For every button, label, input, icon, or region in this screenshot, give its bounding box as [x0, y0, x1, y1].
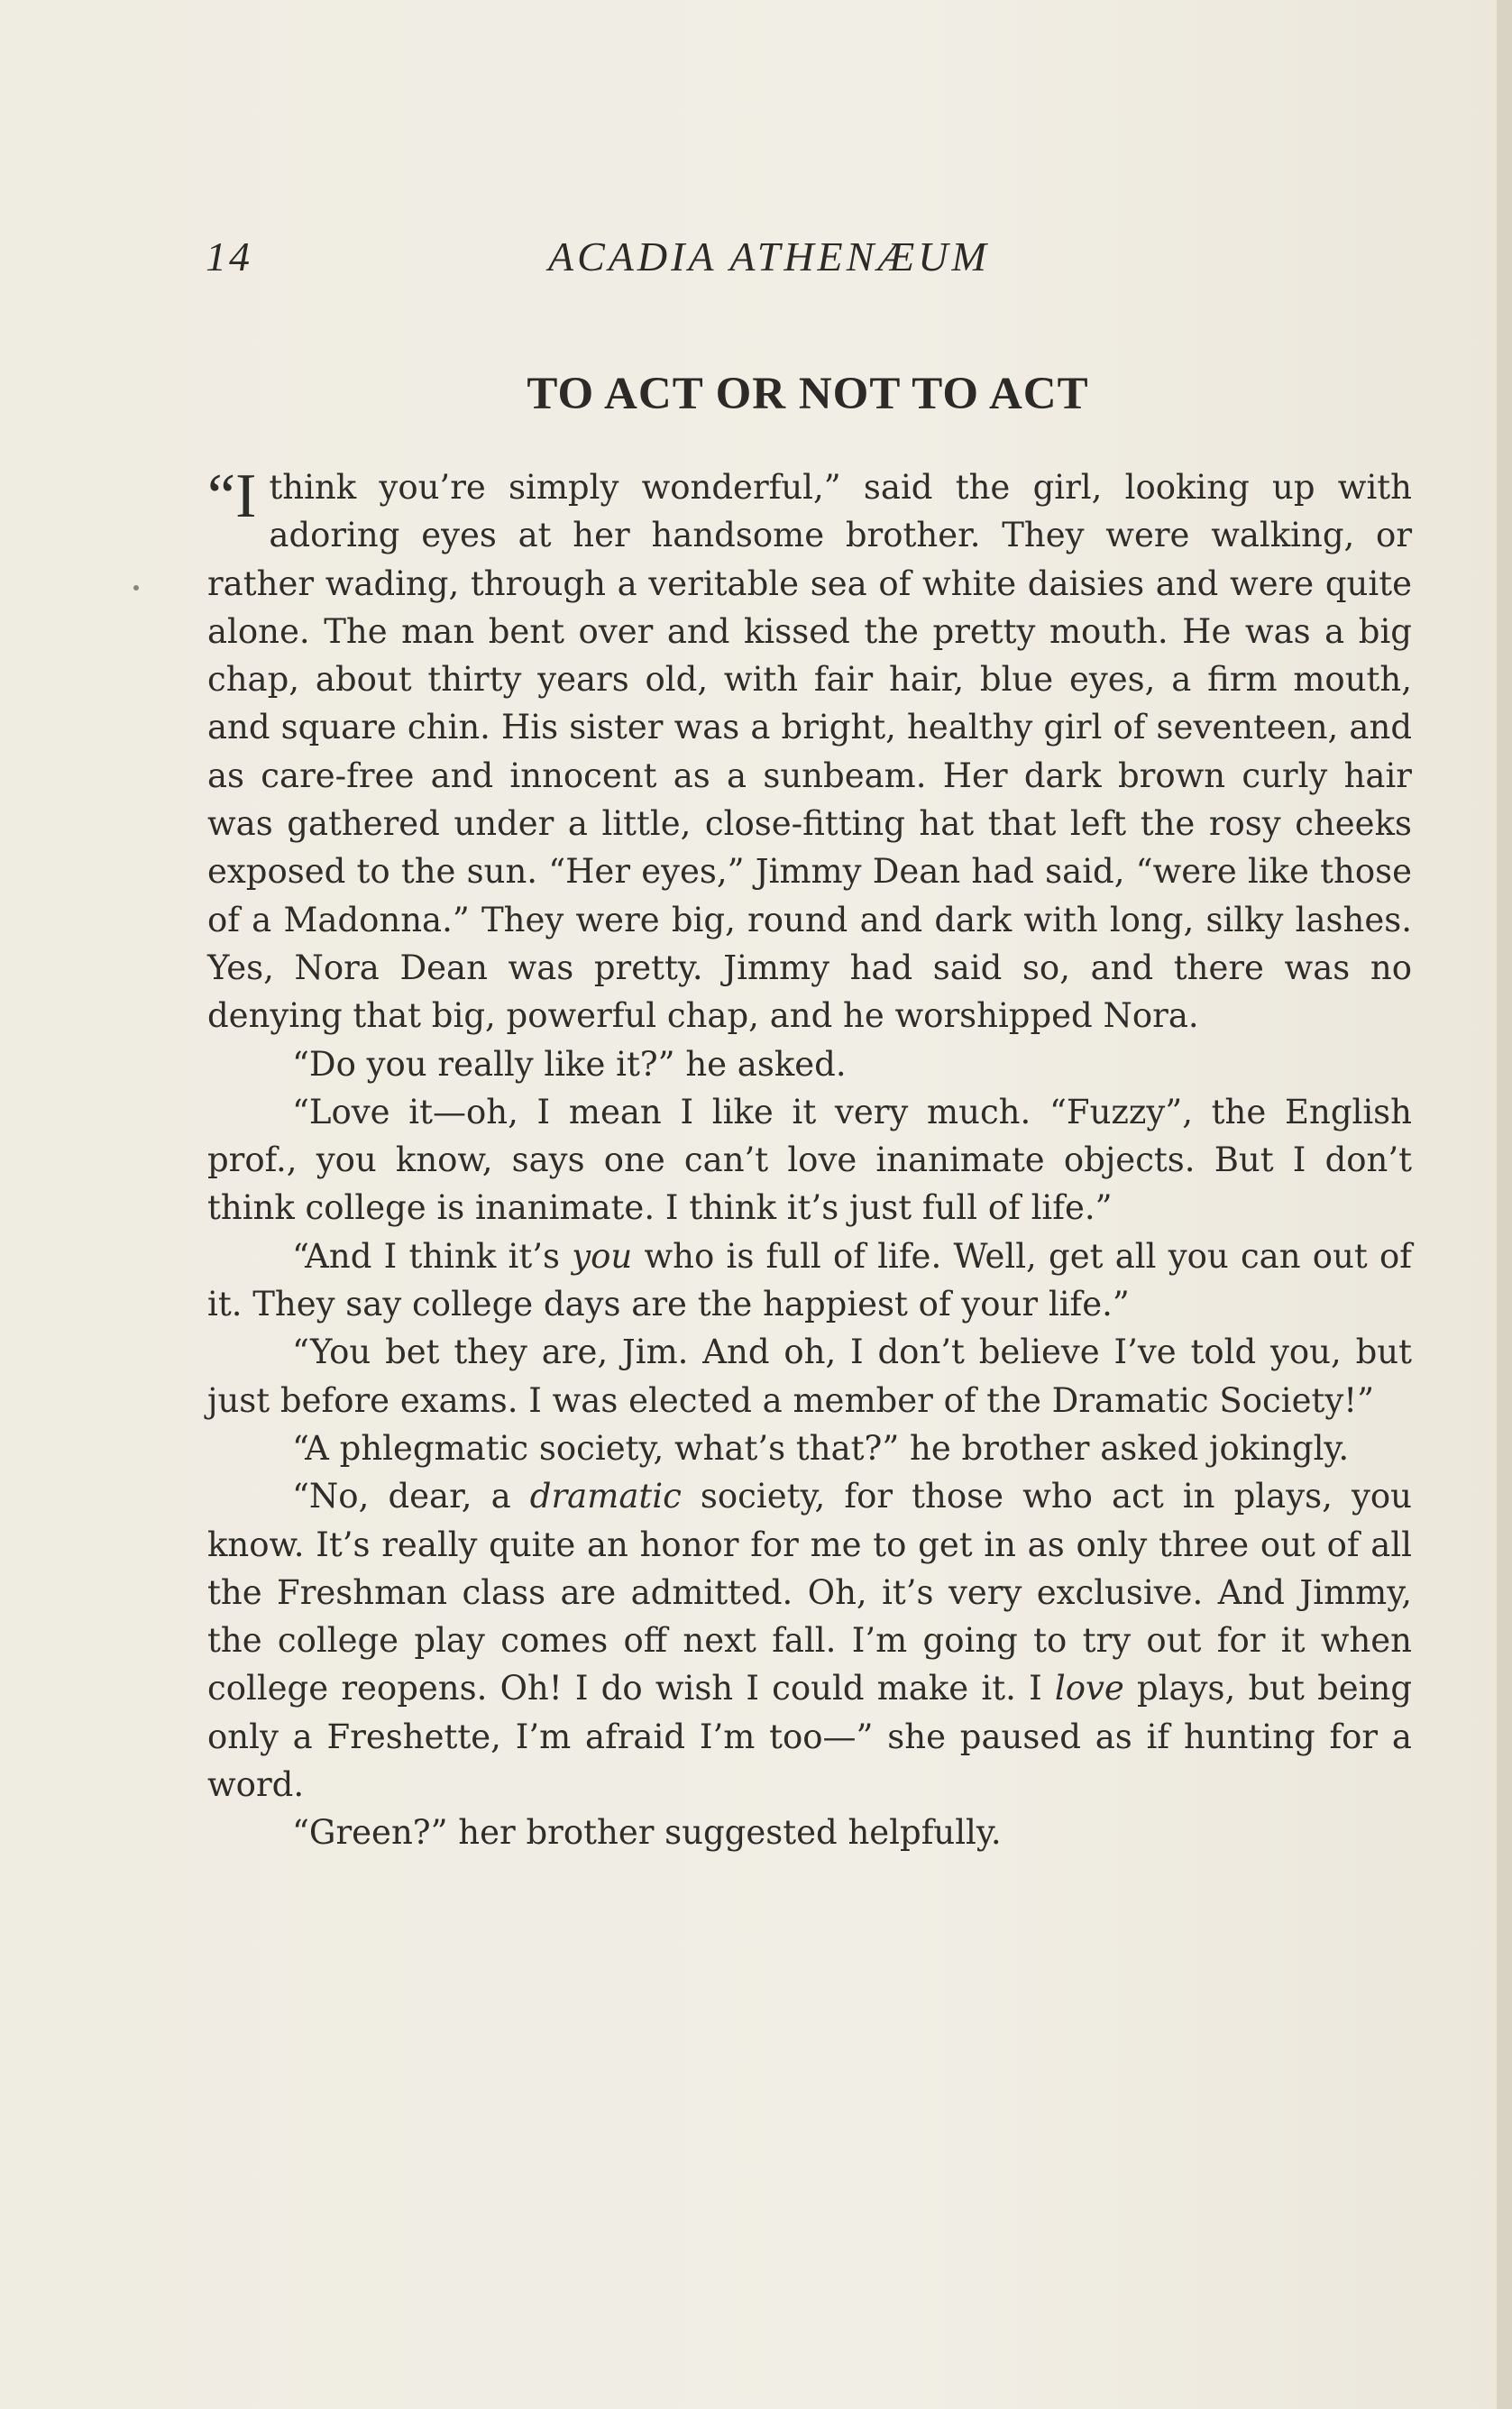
article-title: TO ACT OR NOT TO ACT: [527, 369, 1089, 419]
page-edge: [1497, 0, 1512, 2409]
paper-speck: [133, 585, 139, 591]
paragraph-4-after: who is full of life. Well, get all you can out of it. They say college days are the happiest of your life.”: [207, 1236, 1412, 1324]
paragraph-1-text: think you’re simply wonderful,” said the girl, looking up with adoring eyes at her handsome brother. They were walking, or rather wading, through a veritable sea of white daisies and were quite alone. The man bent over and kissed the pretty mouth. He was a big chap, about thirty years old, with fair hair, blue eyes, a firm mouth, and square chin. His sister was a bright, healthy girl of seventeen, and as care-free and innocent as a sunbeam. Her dark brown curly hair was gathered under a little, close-fitting hat that left the rosy cheeks exposed to the sun. “Her eyes,” Jimmy Dean had said, “were like those of a Madonna.” They were big, round and dark with long, silky lashes. Yes, Nora Dean was pretty. Jimmy had said so, and there was no denying that big, powerful chap, and he worshipped Nora.: [207, 468, 1412, 1036]
paragraph-7-emphasis-2: love: [1054, 1669, 1124, 1708]
paragraph-8: “Green?” her brother suggested helpfully.: [292, 1813, 1002, 1853]
paragraph-6: “A phlegmatic society, what’s that?” he brother asked jokingly.: [292, 1428, 1350, 1468]
paragraph-4: [207, 1232, 1412, 1329]
paragraph-4-emphasis: you: [572, 1236, 633, 1276]
paragraph-7-before: “No, dear, a: [292, 1477, 530, 1516]
running-header: [206, 233, 1410, 278]
paragraph-4-before: “And I think it’s: [292, 1236, 573, 1276]
paragraph-7-middle: society, for those who act in plays, you know. It’s really quite an honor for me to get in as only three out of all the Freshman class are admitted. Oh, it’s very exclusive. And Jimmy, the college play comes off next fall. I’m going to try out for it when college reopens. Oh! I do wish I could make it. I: [207, 1477, 1412, 1708]
article-body: [207, 463, 1412, 1857]
paragraph-3: “Love it—oh, I mean I like it very much. “Fuzzy”, the English prof., you know, says one can’t love inanimate objects. But I don’t think college is inanimate. I think it’s just full of life.”: [207, 1092, 1412, 1228]
paragraph-2: “Do you really like it?” he asked.: [292, 1044, 847, 1084]
paragraph-7-after: plays, but being only a Freshette, I’m afraid I’m too—” she paused as if hunting for a word.: [207, 1669, 1413, 1805]
page-number: 14: [206, 234, 252, 279]
paragraph-5: “You bet they are, Jim. And oh, I don’t believe I’ve told you, but just before exams. I was elected a member of the Dramatic Society!”: [207, 1333, 1412, 1420]
paragraph-1: [207, 463, 1412, 1040]
paragraph-7: [207, 1472, 1412, 1809]
drop-cap: “I: [207, 462, 257, 531]
paragraph-7-emphasis-1: dramatic: [529, 1477, 682, 1516]
running-title: ACADIA ATHENÆUM: [548, 234, 990, 279]
